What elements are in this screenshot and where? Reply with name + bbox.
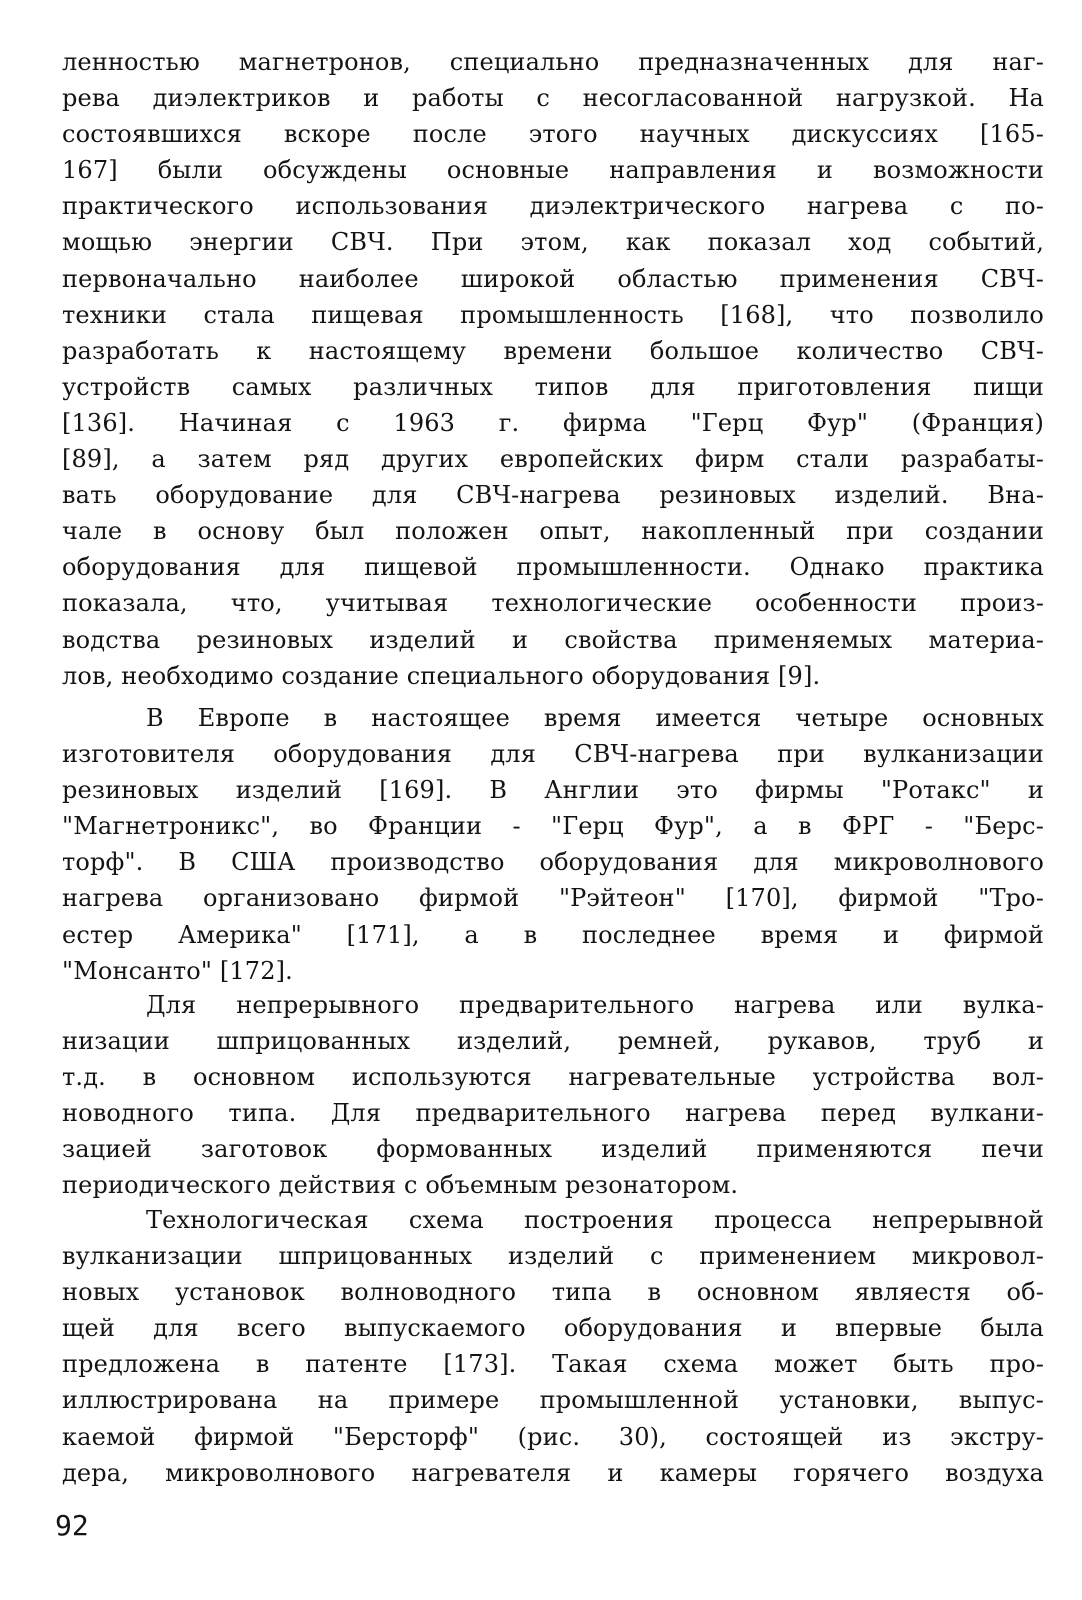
text-line: устройств самых различных типов для приготовления пищи	[62, 372, 1044, 401]
text-line: каемой фирмой "Берсторф" (рис. 30), состоящей из экстру-	[62, 1422, 1044, 1451]
text-line: новых установок волноводного типа в основном являестя об-	[62, 1278, 1044, 1307]
text-line: т.д. в основном используются нагревательные устройства вол-	[62, 1063, 1044, 1092]
text-line: "Магнетроникс", во Франции - "Герц Фур", а в ФРГ - "Берс-	[62, 812, 1044, 841]
text-line: оборудования для пищевой промышленности. Однако практика	[62, 553, 1044, 582]
text-line: ленностью магнетронов, специально предназначенных для наг-	[62, 48, 1044, 76]
text-line: вулканизации шприцованных изделий с применением микровол-	[62, 1242, 1044, 1271]
text-line: щей для всего выпускаемого оборудования и впервые была	[62, 1314, 1044, 1343]
text-line: [89], а затем ряд других европейских фирм стали разрабаты-	[62, 445, 1044, 474]
text-line: периодического действия с объемным резонатором.	[62, 1171, 739, 1200]
text-line: рева диэлектриков и работы с несогласованной нагрузкой. На	[62, 84, 1044, 113]
text-line: новодного типа. Для предварительного нагрева перед вулкани-	[62, 1099, 1044, 1128]
paragraph-1	[62, 44, 1044, 694]
text-line: лов, необходимо создание специального оборудования [9].	[62, 661, 821, 690]
text-line: первоначально наиболее широкой областью применения СВЧ-	[62, 264, 1044, 293]
text-line: [136]. Начиная с 1963 г. фирма "Герц Фур" (Франция)	[62, 408, 1044, 437]
text-line: разработать к настоящему времени большое количество СВЧ-	[62, 336, 1044, 365]
text-line: резиновых изделий [169]. В Англии это фирмы "Ротакс" и	[62, 776, 1044, 805]
text-line: торф". В США производство оборудования для микроволнового	[62, 848, 1044, 877]
text-line: зацией заготовок формованных изделий применяются печи	[62, 1135, 1044, 1164]
text-line: естер Америка" [171], а в последнее время и фирмой	[62, 920, 1044, 949]
paragraph-4	[62, 1202, 1044, 1491]
text-line: нагрева организовано фирмой "Рэйтеон" [170], фирмой "Тро-	[62, 884, 1044, 913]
text-line: предложена в патенте [173]. Такая схема может быть про-	[62, 1350, 1044, 1379]
text-line: дера, микроволнового нагревателя и камеры горячего воздуха	[62, 1458, 1044, 1487]
text-line: В Европе в настоящее время имеется четыре основных	[146, 704, 1044, 732]
text-line: иллюстрирована на примере промышленной установки, выпус-	[62, 1386, 1044, 1415]
text-line: водства резиновых изделий и свойства применяемых материа-	[62, 625, 1044, 654]
text-line: "Монсанто" [172].	[62, 956, 293, 985]
text-line: практического использования диэлектрического нагрева с по-	[62, 192, 1044, 221]
text-line: низации шприцованных изделий, ремней, рукавов, труб и	[62, 1027, 1044, 1056]
text-line: состоявшихся вскоре после этого научных дискуссиях [165-	[62, 120, 1044, 149]
paragraph-2	[62, 700, 1044, 989]
text-line: техники стала пищевая промышленность [168], что позволило	[62, 300, 1044, 329]
text-line: чале в основу был положен опыт, накопленный при создании	[62, 517, 1044, 546]
text-line: показала, что, учитывая технологические особенности произ-	[62, 589, 1044, 618]
page-number: 92	[55, 1509, 89, 1542]
text-line: изготовителя оборудования для СВЧ-нагрева при вулканизации	[62, 740, 1044, 769]
paragraph-3	[62, 987, 1044, 1204]
text-line: мощью энергии СВЧ. При этом, как показал ход событий,	[62, 228, 1044, 257]
text-line: вать оборудование для СВЧ-нагрева резиновых изделий. Вна-	[62, 481, 1044, 510]
text-line: Для непрерывного предварительного нагрева или вулка-	[146, 991, 1044, 1019]
text-line: Технологическая схема построения процесса непрерывной	[146, 1206, 1044, 1234]
text-line: 167] были обсуждены основные направления и возможности	[62, 156, 1044, 185]
